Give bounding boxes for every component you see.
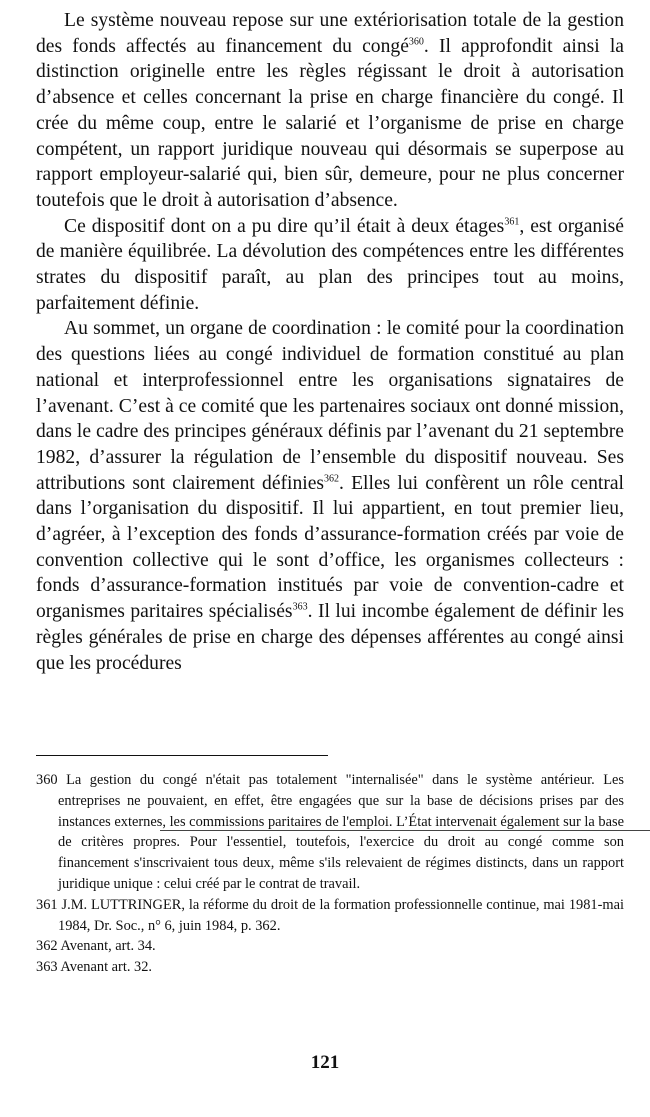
footnote-ref-362[interactable]: 362 xyxy=(324,473,340,485)
footnote-360: 360 La gestion du congé n'était pas totalement "internalisée" dans le système antérieur. Les entreprises ne pouvaient, en effet, être engagées que sur la base de décisions prises par des instances externes, les commissions paritaires de l'emploi. L’État intervenait également sur la base de critères propres. Pour l'essentiel, toutefois, l'exercice du droit au congé comme son financement s'inscrivaient tous deux, même s'ils relevaient de régimes distincts, dans un rapport juridique unique : celui créé par le contrat de travail. xyxy=(36,772,624,892)
body-text xyxy=(36,8,624,676)
paragraph-1 xyxy=(36,8,624,214)
paragraph-3-text-1: Au sommet, un organe de coordination : le comité pour la coordination des questions liées au congé individuel de formation constitué au plan national et interprofessionnel entre les organisations signataires de l’avenant. C’est à ce comité que les partenaires sociaux ont donné mission, dans le cadre des principes généraux définis par l’avenant du 21 septembre 1982, d’assurer la régulation de l’ensemble du dispositif nouveau. Ses attributions sont clairement définies xyxy=(36,318,624,494)
paragraph-2-text-1: Ce dispositif dont on a pu dire qu’il était à deux étages xyxy=(64,215,505,237)
paragraph-3-text-2: . Elles lui confèrent un rôle central dans l’organisation du dispositif. Il lui appartient, en tout premier lieu, d’agréer, à l’exception des fonds d’assurance-formation créés par voie de convention collective qui le sont d’office, les organismes collecteurs : fonds d’assurance-formation institués par voie de convention-cadre et organismes paritaires spécialisés xyxy=(36,472,624,623)
paragraph-1-text-2: . Il approfondit ainsi la distinction originelle entre les règles régissant le droit à autorisation d’absence et celles concernant la prise en charge financière du congé. Il crée du même coup, entre le salarié et l’organisme de prise en charge compétent, un rapport juridique nouveau qui désormais se superpose au rapport employeur-salarié qui, bien sûr, demeure, pour ne plus concerner toutefois que le droit à autorisation d’absence. xyxy=(36,35,624,211)
paragraph-2-text-2: , est organisé de manière équilibrée. La dévolution des compétences entre les différentes strates du dispositif paraît, au plan des principes tout au moins, parfaitement définie. xyxy=(36,215,624,314)
footnote-ref-360[interactable]: 360 xyxy=(408,36,424,48)
paragraph-1-text-1: Le système nouveau repose sur une extériorisation totale de la gestion des fonds affectés au financement du congé xyxy=(36,10,624,57)
footnote-362: 362 Avenant, art. 34. xyxy=(36,938,156,955)
scan-artifact-line xyxy=(160,830,650,831)
footnote-361: 361 J.M. LUTTRINGER, la réforme du droit de la formation professionnelle continue, mai 1981-mai 1984, Dr. Soc., n° 6, juin 1984, p. 362. xyxy=(36,896,624,934)
footnote-ref-361[interactable]: 361 xyxy=(504,216,520,228)
page-number: 121 xyxy=(310,1052,340,1073)
paragraph-2 xyxy=(36,214,624,317)
paragraph-3 xyxy=(36,316,624,676)
footnotes xyxy=(36,770,624,978)
footnote-ref-363[interactable]: 363 xyxy=(292,601,308,613)
footnote-separator xyxy=(36,755,328,756)
paragraph-3-text-3: . Il lui incombe également de définir les règles générales de prise en charge des dépenses afférentes au congé ainsi que les procédures xyxy=(36,601,624,674)
footnote-363: 363 Avenant art. 32. xyxy=(36,959,153,976)
